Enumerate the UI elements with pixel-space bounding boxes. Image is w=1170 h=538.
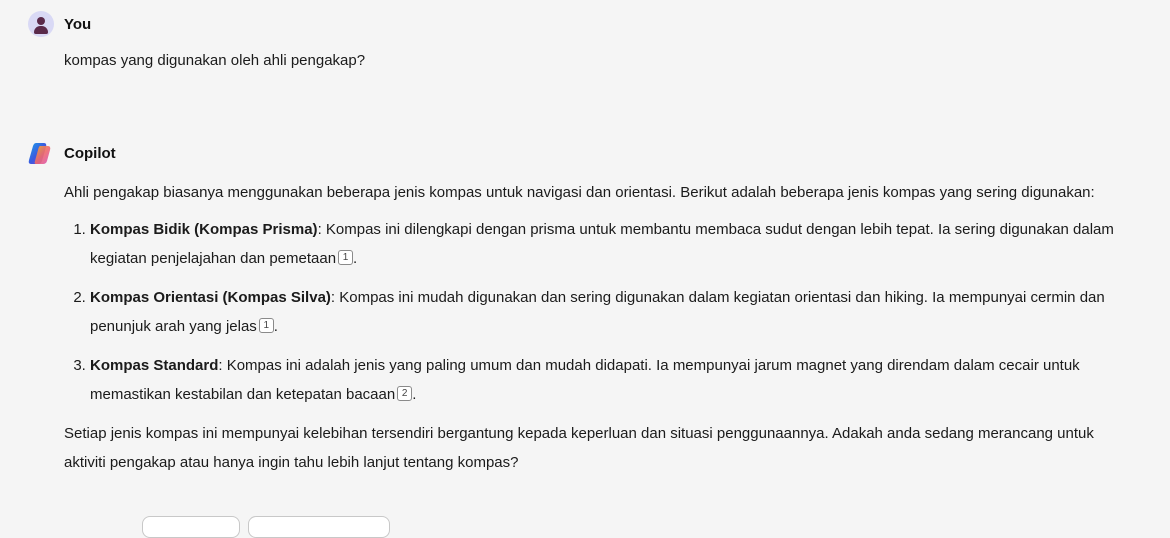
- user-author-name: You: [64, 15, 92, 33]
- copilot-author-name: Copilot: [64, 144, 116, 162]
- list-item-text: : Kompas ini dilengkapi dengan prisma untuk membantu membaca sudut dengan lebih tepat. Ia sering digunakan dalam kegiatan penjelajahan dan pemetaan: [90, 221, 1114, 267]
- answer-intro: Ahli pengakap biasanya menggunakan beberapa jenis kompas untuk navigasi dan orientasi. Berikut adalah beberapa jenis kompas yang sering digunakan:: [64, 184, 1095, 201]
- list-item-title: Kompas Standard: [90, 357, 219, 374]
- answer-outro: Setiap jenis kompas ini mempunyai kelebihan tersendiri bergantung kepada keperluan dan situasi penggunaannya. Adakah anda sedang merancang untuk aktiviti pengakap atau hanya ingin tahu lebih lanjut tentang kompas?: [64, 425, 1094, 471]
- user-message-text: kompas yang digunakan oleh ahli pengakap?: [64, 52, 366, 69]
- list-item: [90, 283, 1124, 341]
- list-item-title: Kompas Orientasi (Kompas Silva): [90, 289, 331, 306]
- list-item: [90, 351, 1124, 409]
- citation-link[interactable]: 1: [338, 250, 353, 265]
- copilot-message-header: [28, 140, 116, 166]
- source-chips: [142, 516, 390, 538]
- list-item-text: : Kompas ini mudah digunakan dan sering digunakan dalam kegiatan orientasi dan hiking. Ia mempunyai cermin dan penunjuk arah yang jelas: [90, 289, 1105, 335]
- list-item-end: .: [353, 250, 358, 267]
- source-chip[interactable]: [142, 516, 240, 538]
- source-chip[interactable]: [248, 516, 390, 538]
- compass-list: [64, 215, 1124, 409]
- citation-link[interactable]: 1: [259, 318, 274, 333]
- list-item: [90, 215, 1124, 273]
- copilot-answer: [64, 178, 1124, 477]
- copilot-logo-icon: [28, 140, 54, 166]
- list-item-end: .: [273, 318, 278, 335]
- list-item-text: : Kompas ini adalah jenis yang paling umum dan mudah didapati. Ia mempunyai jarum magnet yang direndam dalam cecair untuk memastikan kestabilan dan ketepatan bacaan: [90, 357, 1080, 403]
- user-message-header: [28, 11, 91, 37]
- list-item-title: Kompas Bidik (Kompas Prisma): [90, 221, 318, 238]
- user-avatar-icon: [28, 11, 54, 37]
- list-item-end: .: [412, 386, 417, 403]
- citation-link[interactable]: 2: [397, 386, 412, 401]
